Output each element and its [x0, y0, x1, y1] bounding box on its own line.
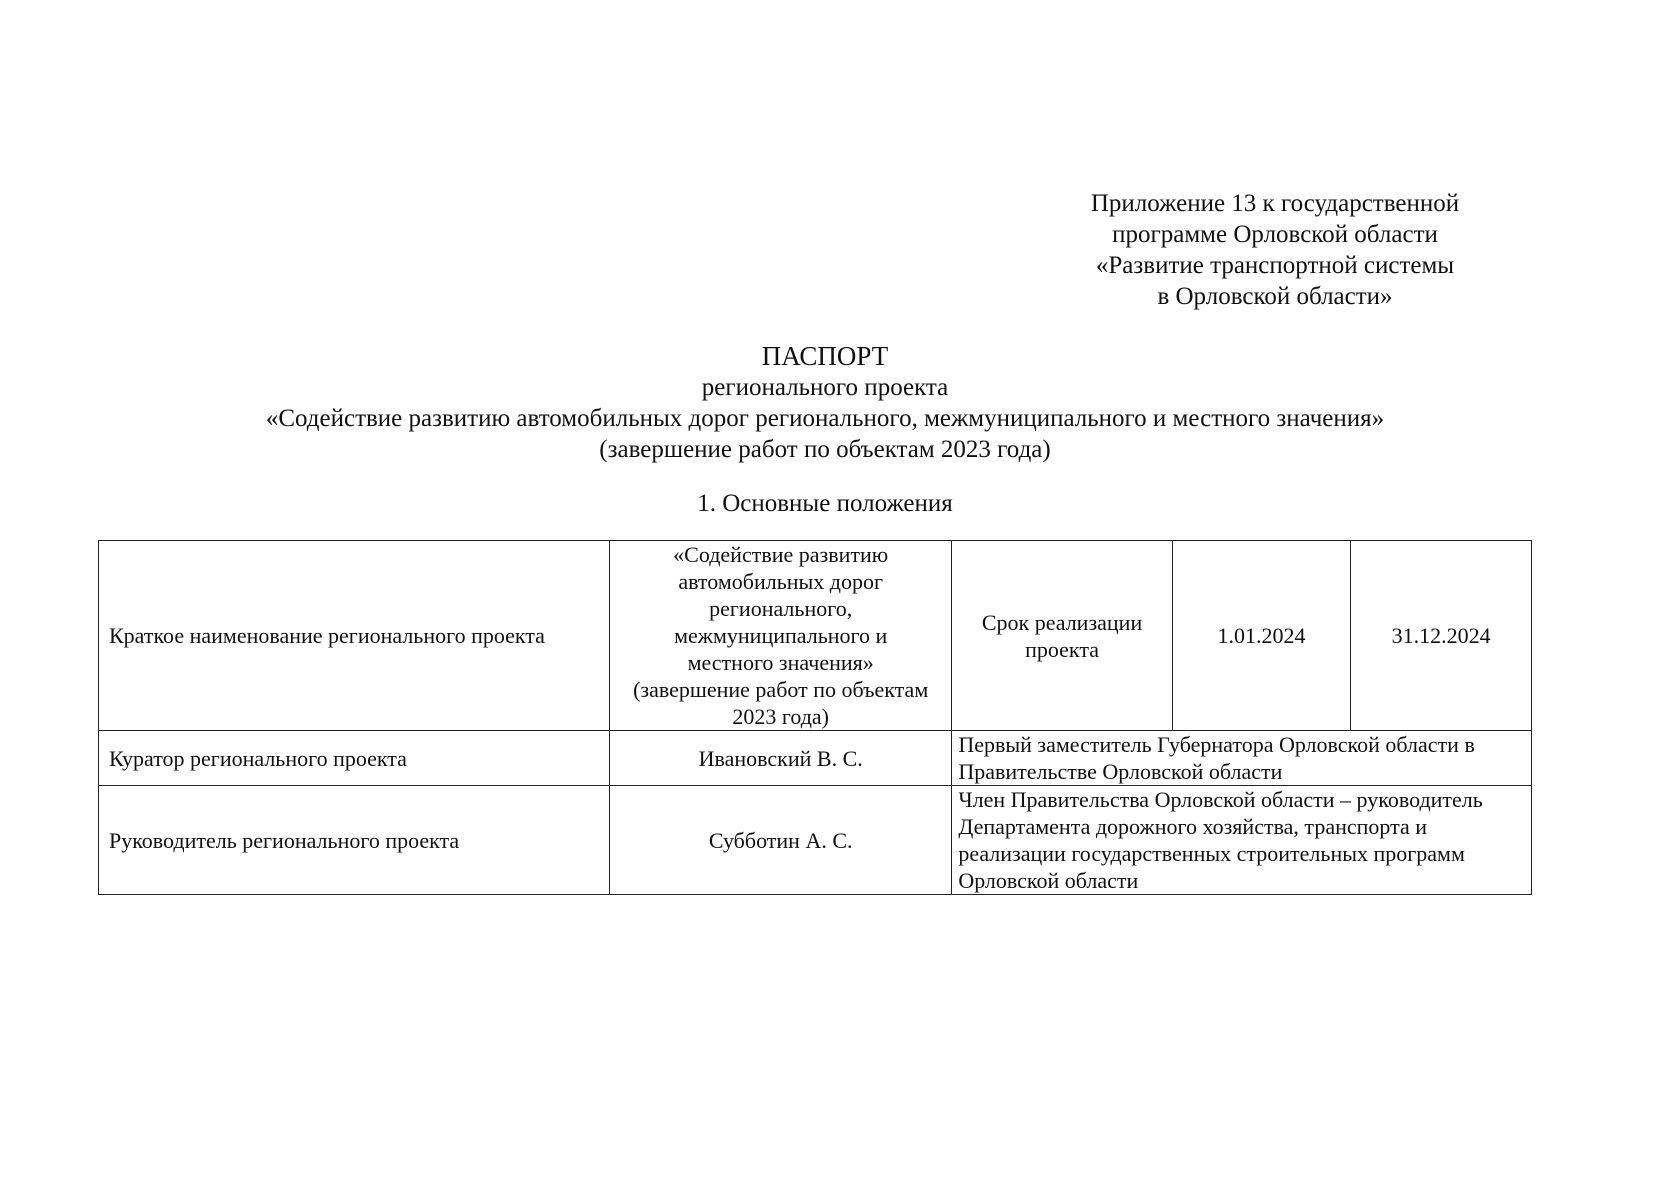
project-name: «Содействие развитию автомобильных дорог регионального, межмуниципального и местного значения»	[265, 405, 1385, 432]
appendix-line: в Орловской области»	[1157, 283, 1393, 310]
document-title: ПАСПОРТ	[761, 341, 889, 371]
table-row	[99, 786, 1532, 895]
appendix-line: программе Орловской области	[1112, 221, 1438, 248]
main-provisions-table	[98, 540, 1532, 895]
short-name-label: Краткое наименование регионального проекта	[99, 541, 610, 731]
period-end: 31.12.2024	[1351, 541, 1532, 731]
table-row	[99, 731, 1532, 786]
period-label: Срок реализации проекта	[952, 541, 1172, 731]
document-title-block	[100, 340, 1550, 465]
section-heading: 1. Основные положения	[697, 490, 953, 517]
head-name: Субботин А. С.	[610, 786, 952, 895]
table-row	[99, 541, 1532, 731]
appendix-line: «Развитие транспортной системы	[1095, 252, 1455, 279]
curator-position: Первый заместитель Губернатора Орловской области в Правительстве Орловской области	[952, 731, 1532, 786]
period-start: 1.01.2024	[1172, 541, 1351, 731]
head-label: Руководитель регионального проекта	[99, 786, 610, 895]
head-position: Член Правительства Орловской области – руководитель Департамента дорожного хозяйства, транспорта и реализации государственных строительных программ Орловской области	[952, 786, 1532, 895]
project-note: (завершение работ по объектам 2023 года)	[599, 436, 1051, 463]
curator-name: Ивановский В. С.	[610, 731, 952, 786]
curator-label: Куратор регионального проекта	[99, 731, 610, 786]
appendix-note	[1040, 188, 1510, 312]
appendix-line: Приложение 13 к государственной	[1090, 190, 1460, 217]
short-name-value: «Содействие развитию автомобильных дорог регионального, межмуниципального и местного значения» (завершение работ по объектам 2023 года)	[610, 541, 952, 731]
document-subtitle: регионального проекта	[701, 374, 949, 401]
